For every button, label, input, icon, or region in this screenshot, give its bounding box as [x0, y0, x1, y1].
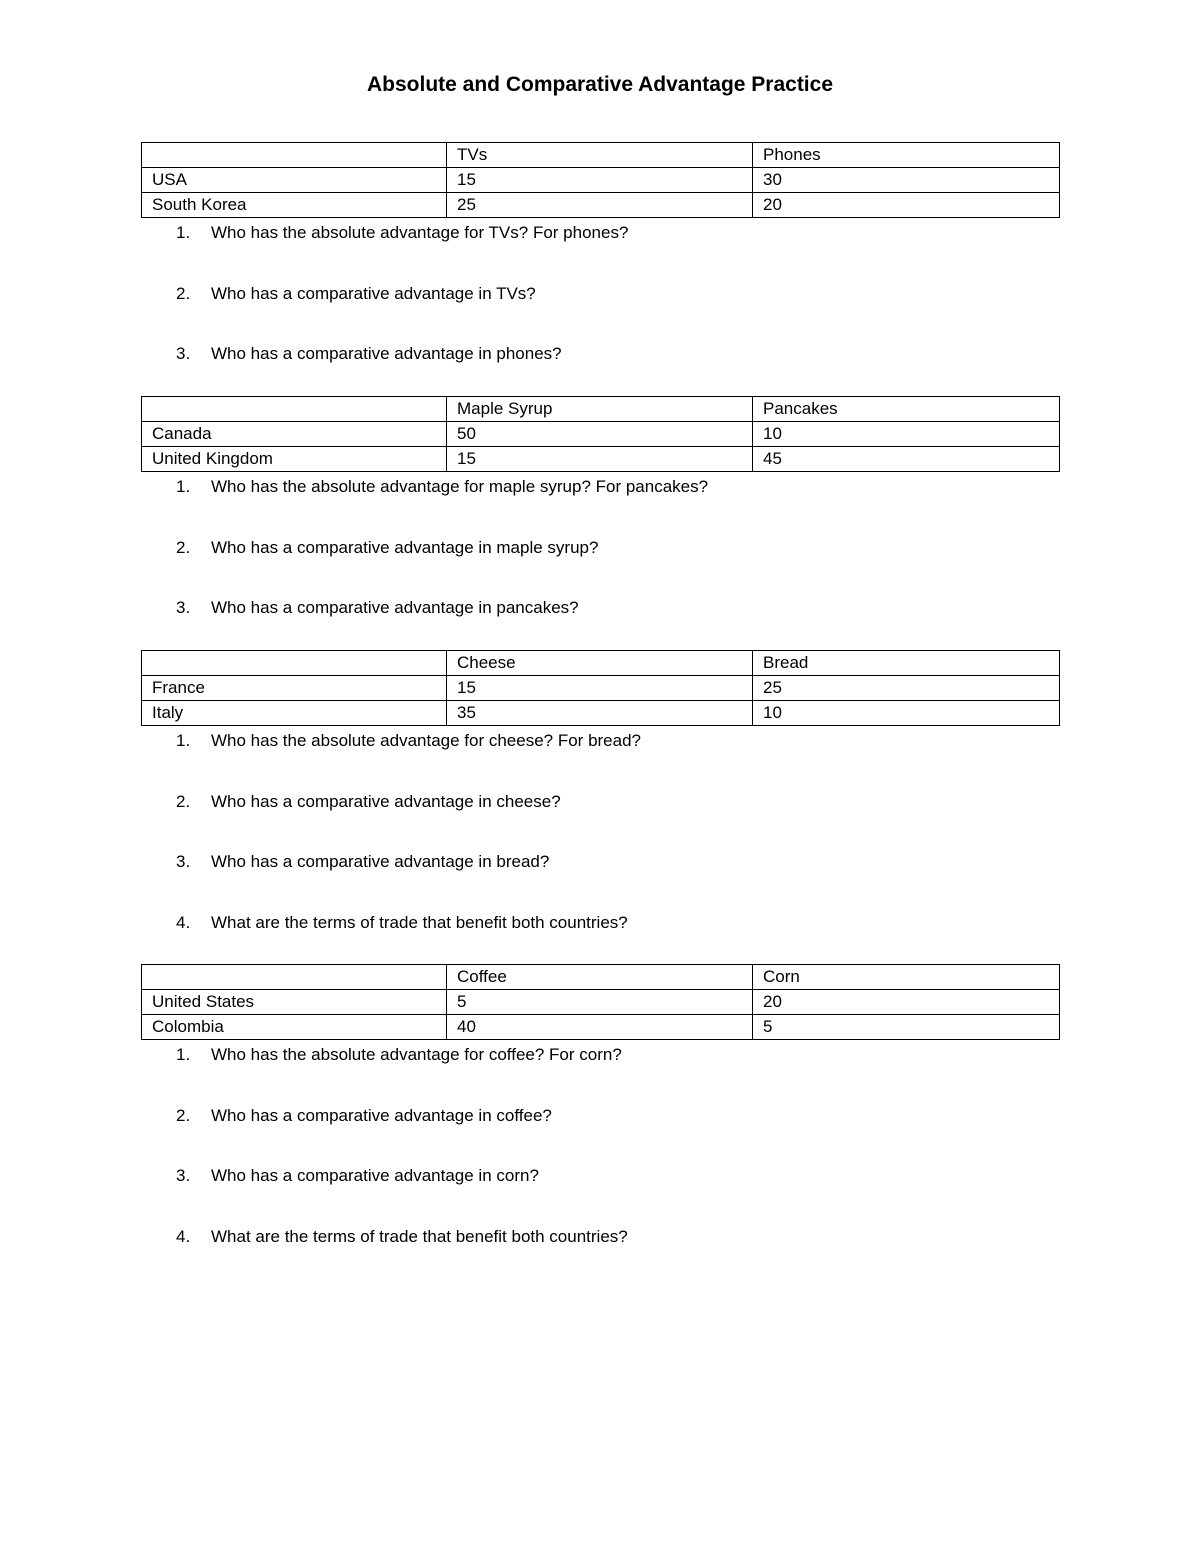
table-header-cell: Cheese — [447, 651, 753, 676]
question-number: 3. — [176, 1166, 191, 1185]
table-row — [142, 676, 1060, 701]
table-header-row — [142, 965, 1060, 990]
question-item — [141, 726, 1059, 787]
table-header-cell — [142, 397, 447, 422]
value-cell: 25 — [753, 676, 1060, 701]
question-number: 3. — [176, 598, 191, 617]
question-list — [141, 1040, 1059, 1282]
question-list — [141, 726, 1059, 968]
table-header-cell: Corn — [753, 965, 1060, 990]
question-item — [141, 1101, 1059, 1162]
table-header-cell: Phones — [753, 143, 1060, 168]
table-row — [142, 422, 1060, 447]
question-text: Who has a comparative advantage in cheese? — [211, 791, 561, 811]
question-text: Who has the absolute advantage for TVs? For phones? — [211, 223, 629, 242]
question-text: Who has the absolute advantage for maple syrup? For pancakes? — [211, 477, 709, 496]
question-item — [141, 472, 1059, 533]
production-table — [141, 396, 1060, 472]
section-maple-pancakes — [141, 396, 1059, 654]
value-cell: 45 — [753, 447, 1060, 472]
question-text: Who has the absolute advantage for cheese? For bread? — [211, 731, 642, 750]
country-cell: Colombia — [142, 1015, 447, 1040]
question-number: 1. — [176, 731, 191, 750]
question-item — [141, 339, 1059, 400]
table-header-cell: TVs — [447, 143, 753, 168]
section-tvs-phones — [141, 142, 1059, 400]
question-text: Who has a comparative advantage in pancakes? — [211, 598, 579, 617]
table-row — [142, 447, 1060, 472]
value-cell: 20 — [753, 193, 1060, 218]
page-title: Absolute and Comparative Advantage Practice — [366, 73, 834, 96]
table-header-cell — [142, 965, 447, 990]
question-text: Who has a comparative advantage in bread? — [211, 852, 550, 871]
table-header-cell — [142, 143, 447, 168]
value-cell: 15 — [447, 447, 753, 472]
question-number: 2. — [176, 1105, 191, 1125]
value-cell: 5 — [447, 990, 753, 1015]
question-item — [141, 787, 1059, 848]
country-cell: Canada — [142, 422, 447, 447]
value-cell: 50 — [447, 422, 753, 447]
table-header-row — [142, 651, 1060, 676]
question-item — [141, 593, 1059, 654]
production-table — [141, 650, 1060, 726]
question-number: 1. — [176, 477, 191, 496]
question-number: 4. — [176, 912, 191, 932]
production-table — [141, 964, 1060, 1040]
question-number: 2. — [176, 537, 191, 557]
value-cell: 30 — [753, 168, 1060, 193]
value-cell: 10 — [753, 701, 1060, 726]
question-item — [141, 1161, 1059, 1222]
question-item — [141, 1222, 1059, 1283]
section-cheese-bread — [141, 650, 1059, 968]
question-text: Who has the absolute advantage for coffee? For corn? — [211, 1045, 622, 1064]
production-table — [141, 142, 1060, 218]
table-header-cell: Coffee — [447, 965, 753, 990]
country-cell: Italy — [142, 701, 447, 726]
question-text: What are the terms of trade that benefit both countries? — [211, 1226, 628, 1246]
question-number: 3. — [176, 852, 191, 871]
question-number: 1. — [176, 1045, 191, 1064]
question-number: 2. — [176, 283, 191, 303]
value-cell: 15 — [447, 168, 753, 193]
question-item — [141, 908, 1059, 969]
value-cell: 25 — [447, 193, 753, 218]
question-list — [141, 472, 1059, 654]
question-text: Who has a comparative advantage in corn? — [211, 1166, 539, 1185]
value-cell: 20 — [753, 990, 1060, 1015]
question-number: 2. — [176, 791, 191, 811]
table-header-cell: Pancakes — [753, 397, 1060, 422]
table-row — [142, 990, 1060, 1015]
table-row — [142, 1015, 1060, 1040]
table-header-row — [142, 397, 1060, 422]
country-cell: France — [142, 676, 447, 701]
question-item — [141, 847, 1059, 908]
value-cell: 5 — [753, 1015, 1060, 1040]
question-list — [141, 218, 1059, 400]
value-cell: 40 — [447, 1015, 753, 1040]
table-row — [142, 701, 1060, 726]
country-cell: South Korea — [142, 193, 447, 218]
question-number: 1. — [176, 223, 191, 242]
country-cell: United Kingdom — [142, 447, 447, 472]
table-header-row — [142, 143, 1060, 168]
table-header-cell — [142, 651, 447, 676]
question-text: Who has a comparative advantage in coffee? — [211, 1105, 552, 1125]
value-cell: 35 — [447, 701, 753, 726]
question-number: 4. — [176, 1226, 191, 1246]
table-header-cell: Maple Syrup — [447, 397, 753, 422]
question-number: 3. — [176, 344, 191, 363]
question-text: Who has a comparative advantage in TVs? — [211, 283, 536, 303]
question-item — [141, 218, 1059, 279]
section-coffee-corn — [141, 964, 1059, 1282]
question-text: Who has a comparative advantage in maple syrup? — [211, 537, 599, 557]
value-cell: 15 — [447, 676, 753, 701]
question-item — [141, 533, 1059, 594]
table-row — [142, 168, 1060, 193]
value-cell: 10 — [753, 422, 1060, 447]
question-item — [141, 279, 1059, 340]
country-cell: United States — [142, 990, 447, 1015]
table-header-cell: Bread — [753, 651, 1060, 676]
question-item — [141, 1040, 1059, 1101]
country-cell: USA — [142, 168, 447, 193]
table-row — [142, 193, 1060, 218]
question-text: Who has a comparative advantage in phones? — [211, 344, 562, 363]
question-text: What are the terms of trade that benefit both countries? — [211, 912, 628, 932]
